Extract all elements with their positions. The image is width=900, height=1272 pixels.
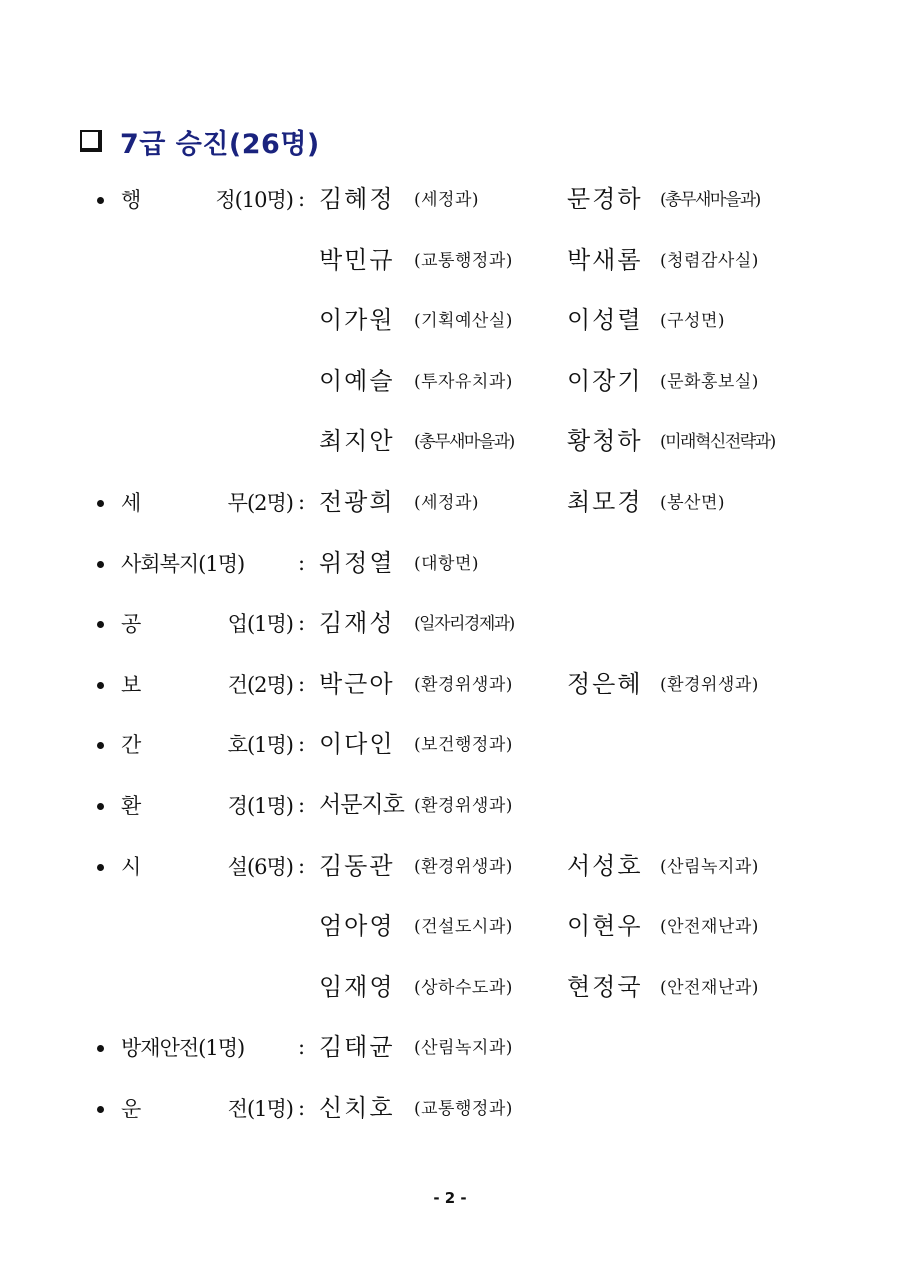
person-name: 엄아영 [319, 912, 395, 941]
department: (환경위생과) [414, 795, 513, 816]
bullet-icon [97, 742, 104, 749]
colon: : [298, 1095, 306, 1120]
category-label: 세 무(2명) [121, 490, 293, 515]
person-name: 서성호 [567, 851, 643, 880]
person-name: 현정국 [567, 972, 643, 1001]
category-label: 환 경(1명) [121, 793, 293, 818]
category-label: 사회복지(1명) [121, 551, 245, 576]
bullet-icon [97, 621, 104, 628]
person-name: 서문지호 [319, 791, 404, 818]
person-name: 문경하 [567, 185, 643, 213]
person-name: 최모경 [567, 487, 643, 516]
department: (교통행정과) [414, 1098, 513, 1119]
checkbox-square-icon [80, 130, 102, 152]
list-item [0, 352, 900, 413]
person-name: 황청하 [567, 427, 643, 456]
department: (총무새마을과) [660, 190, 760, 210]
colon: : [298, 671, 306, 696]
department: (미래혁신전략과) [660, 432, 775, 453]
category-label: 시 설(6명) [121, 854, 293, 879]
colon: : [298, 550, 306, 575]
person-name: 이예슬 [319, 366, 395, 395]
person-name: 전광희 [319, 487, 395, 516]
department: (총무새마을과) [414, 432, 514, 453]
department: (세정과) [414, 190, 480, 210]
department: (환경위생과) [660, 674, 759, 695]
colon: : [298, 792, 306, 817]
person-name: 이현우 [567, 912, 643, 941]
person-name: 김태균 [319, 1033, 395, 1062]
bullet-icon [97, 864, 104, 871]
person-name: 위정열 [319, 548, 395, 577]
colon: : [298, 489, 306, 514]
person-name: 이성렬 [567, 306, 643, 335]
bullet-icon [97, 803, 104, 810]
department: (산림녹지과) [660, 856, 759, 877]
bullet-icon [97, 197, 104, 204]
list-item [0, 715, 900, 776]
department: (상하수도과) [414, 977, 513, 998]
department: (문화홍보실) [660, 371, 759, 392]
person-name: 신치호 [319, 1093, 395, 1122]
bullet-icon [97, 1106, 104, 1113]
person-name: 이다인 [319, 730, 395, 759]
list-item [0, 958, 900, 1019]
list-item [0, 776, 900, 837]
category-label: 행 정(10명) [121, 188, 293, 212]
page-number: - 2 - [433, 1189, 467, 1207]
category-label: 보 건(2명) [121, 672, 293, 697]
person-name: 김혜정 [319, 185, 395, 213]
department: (환경위생과) [414, 674, 513, 695]
list-item [0, 534, 900, 595]
department: (투자유치과) [414, 371, 513, 392]
department: (안전재난과) [660, 917, 759, 938]
department: (교통행정과) [414, 250, 513, 271]
department: (대항면) [414, 553, 480, 574]
colon: : [298, 611, 306, 636]
list-item [0, 594, 900, 655]
bullet-icon [97, 682, 104, 689]
category-label: 공 업(1명) [121, 612, 293, 637]
list-item [0, 837, 900, 898]
person-name: 박민규 [319, 245, 395, 274]
department: (구성면) [660, 311, 726, 332]
department: (일자리경제과) [414, 614, 514, 635]
list-item [0, 473, 900, 534]
person-name: 정은혜 [567, 669, 643, 698]
colon: : [298, 187, 306, 211]
person-name: 박근아 [319, 669, 395, 698]
bullet-icon [97, 500, 104, 507]
category-label: 방재안전(1명) [121, 1036, 245, 1061]
promotion-list [0, 170, 900, 1140]
department: (청렴감사실) [660, 250, 759, 271]
list-item [0, 1079, 900, 1140]
department: (기획예산실) [414, 311, 513, 332]
section-title [80, 118, 320, 164]
person-name: 박새롬 [567, 245, 643, 274]
colon: : [298, 853, 306, 878]
list-item [0, 412, 900, 473]
person-name: 이장기 [567, 366, 643, 395]
colon: : [298, 1035, 306, 1060]
department: (산림녹지과) [414, 1038, 513, 1059]
list-item [0, 291, 900, 352]
department: (건설도시과) [414, 917, 513, 938]
list-item [0, 231, 900, 292]
department: (봉산면) [660, 492, 726, 513]
person-name: 임재영 [319, 972, 395, 1001]
category-label: 운 전(1명) [121, 1096, 293, 1121]
person-name: 김동관 [319, 851, 395, 880]
bullet-icon [97, 1045, 104, 1052]
category-label: 간 호(1명) [121, 733, 293, 758]
person-name: 이가원 [319, 306, 395, 335]
person-name: 최지안 [319, 427, 395, 456]
list-item [0, 1018, 900, 1079]
person-name: 김재성 [319, 609, 395, 638]
list-item [0, 655, 900, 716]
list-item [0, 170, 900, 231]
department: (안전재난과) [660, 977, 759, 998]
list-item [0, 897, 900, 958]
department: (보건행정과) [414, 735, 513, 756]
colon: : [298, 732, 306, 757]
bullet-icon [97, 561, 104, 568]
department: (환경위생과) [414, 856, 513, 877]
title-text: 7급 승진(26명) [120, 128, 320, 160]
department: (세정과) [414, 492, 480, 513]
